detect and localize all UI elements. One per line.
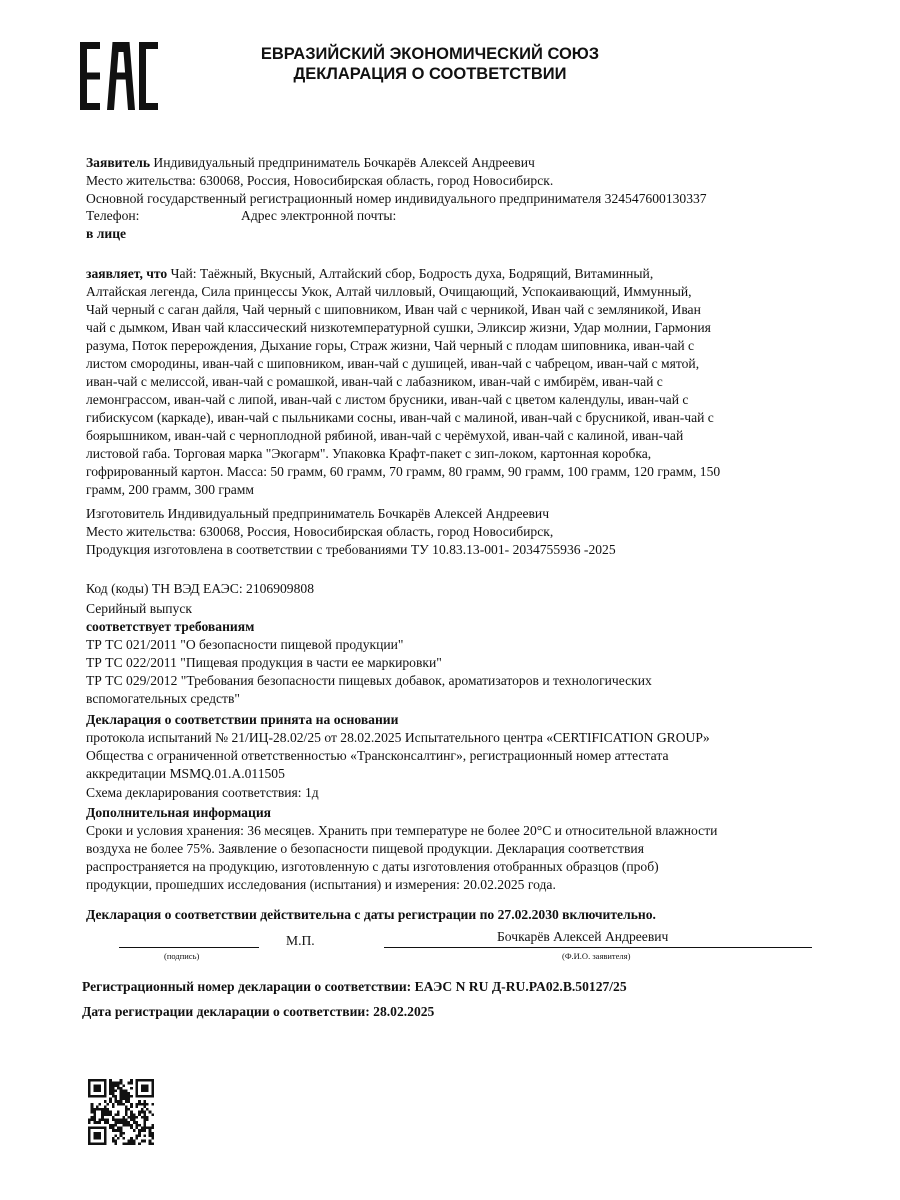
manufacturer-line: Место жительства: 630068, Россия, Новосибирская область, город Новосибирск,	[86, 524, 554, 539]
product-line: чай с дымком, Иван чай классический низкотемпературной сушки, Эликсир жизни, Удар молнии, Гармония	[86, 320, 711, 335]
requirement-line: ТР ТС 022/2011 "Пищевая продукция в части ее маркировки"	[86, 655, 442, 670]
complies-label: соответствует требованиям	[86, 619, 255, 634]
additional-info-line: Сроки и условия хранения: 36 месяцев. Хранить при температуре не более 20°С и относительной влажности	[86, 823, 718, 838]
signer-caption: (Ф.И.О. заявителя)	[562, 951, 631, 961]
serial-release: Серийный выпуск	[86, 601, 192, 616]
qr-code	[88, 1078, 154, 1146]
signature-line	[119, 947, 259, 948]
additional-info-line: продукции, прошедших исследования (испытания) и измерения: 20.02.2025 года.	[86, 877, 556, 892]
registration-date: Дата регистрации декларации о соответствии: 28.02.2025	[82, 1004, 435, 1019]
applicant-ogrn: Основной государственный регистрационный номер индивидуального предпринимателя 324547600130337	[86, 191, 707, 206]
applicant-phone-label: Телефон:	[86, 208, 140, 223]
registration-number: Регистрационный номер декларации о соответствии: ЕАЭС N RU Д-RU.PA02.B.50127/25	[82, 979, 627, 994]
signer-name: Бочкарёв Алексей Андреевич	[497, 929, 669, 944]
signer-name-line	[384, 947, 812, 948]
additional-info-label: Дополнительная информация	[86, 805, 272, 820]
declares-label: заявляет, что	[86, 266, 168, 281]
applicant-label: Заявитель	[86, 155, 151, 170]
basis-label: Декларация о соответствии принята на основании	[86, 712, 399, 727]
tn-ved-code: Код (коды) ТН ВЭД ЕАЭС: 2106909808	[86, 581, 314, 596]
requirement-line: ТР ТС 021/2011 "О безопасности пищевой продукции"	[86, 637, 404, 652]
in-person-label: в лице	[86, 226, 127, 241]
seal-place-label: М.П.	[286, 933, 315, 948]
union-title: ЕВРАЗИЙСКИЙ ЭКОНОМИЧЕСКИЙ СОЮЗ	[260, 45, 600, 63]
product-line: гофрированный картон. Масса: 50 грамм, 60 грамм, 70 грамм, 80 грамм, 90 грамм, 100 грамм, 120 грамм, 150	[86, 464, 721, 479]
eac-logo	[80, 42, 158, 110]
basis-line: протокола испытаний № 21/ИЦ-28.02/25 от 28.02.2025 Испытательного центра «CERTIFICATION GROUP»	[86, 730, 710, 745]
product-line: грамм, 200 грамм, 300 грамм	[86, 482, 255, 497]
product-line: лемонграссом, иван-чай с липой, иван-чай с листом брусники, иван-чай с цветом календулы, иван-чай с	[86, 392, 689, 407]
signature-caption: (подпись)	[164, 951, 200, 961]
additional-info-line: распространяется на продукцию, изготовленную с даты изготовления отобранных образцов (проб)	[86, 859, 659, 874]
manufacturer-line: Продукция изготовлена в соответствии с требованиями ТУ 10.83.13-001- 2034755936 -2025	[86, 542, 616, 557]
applicant-email-label: Адрес электронной почты:	[241, 208, 397, 223]
basis-line: Общества с ограниченной ответственностью «Трансконсалтинг», регистрационный номер аттестата	[86, 748, 669, 763]
product-line: Чай: Таёжный, Вкусный, Алтайский сбор, Бодрость духа, Бодрящий, Витаминный,	[167, 266, 654, 281]
requirement-line: ТР ТС 029/2012 "Требования безопасности пищевых добавок, ароматизаторов и технологических	[86, 673, 652, 688]
declares-line	[86, 265, 653, 283]
basis-line: аккредитации MSMQ.01.A.011505	[86, 766, 285, 781]
product-line: боярышником, иван-чай с черноплодной рябиной, иван-чай с черёмухой, иван-чай с калиной, иван-чай	[86, 428, 684, 443]
product-line: листовой габа. Торговая марка "Экогарм". Упаковка Крафт-пакет с зип-локом, картонная коробка,	[86, 446, 652, 461]
applicant-line	[86, 154, 535, 172]
product-line: разума, Поток перерождения, Дыхание горы, Страж жизни, Чай черный с плодам шиповника, иван-чай с	[86, 338, 695, 353]
product-line: гибискусом (каркаде), иван-чай с пыльниками сосны, иван-чай с малиной, иван-чай с брусникой, иван-чай с	[86, 410, 714, 425]
product-line: листом смородины, иван-чай с шиповником, иван-чай с душицей, иван-чай с чабрецом, иван-чай с мятой,	[86, 356, 700, 371]
additional-info-line: воздуха не более 75%. Заявление о безопасности пищевой продукции. Декларация соответствия	[86, 841, 644, 856]
validity-statement: Декларация о соответствии действительна с даты регистрации по 27.02.2030 включительно.	[86, 907, 656, 922]
manufacturer-line: Изготовитель Индивидуальный предприниматель Бочкарёв Алексей Андреевич	[86, 506, 550, 521]
requirement-line: вспомогательных средств"	[86, 691, 240, 706]
basis-scheme: Схема декларирования соответствия: 1д	[86, 785, 319, 800]
product-line: иван-чай с мелиссой, иван-чай с ромашкой, иван-чай с лабазником, иван-чай с имбирём, иван-чай с	[86, 374, 663, 389]
product-line: Чай черный с саган дайля, Чай черный с шиповником, Иван чай с черникой, Иван чай с земляникой, Иван	[86, 302, 701, 317]
applicant-residence: Место жительства: 630068, Россия, Новосибирская область, город Новосибирск.	[86, 173, 554, 188]
document-title: ДЕКЛАРАЦИЯ О СООТВЕТСТВИИ	[293, 65, 567, 83]
applicant-name: Индивидуальный предприниматель Бочкарёв Алексей Андреевич	[150, 155, 535, 170]
product-line: Алтайская легенда, Сила принцессы Укок, Алтай чилловый, Очищающий, Успокаивающий, Иммунный,	[86, 284, 692, 299]
